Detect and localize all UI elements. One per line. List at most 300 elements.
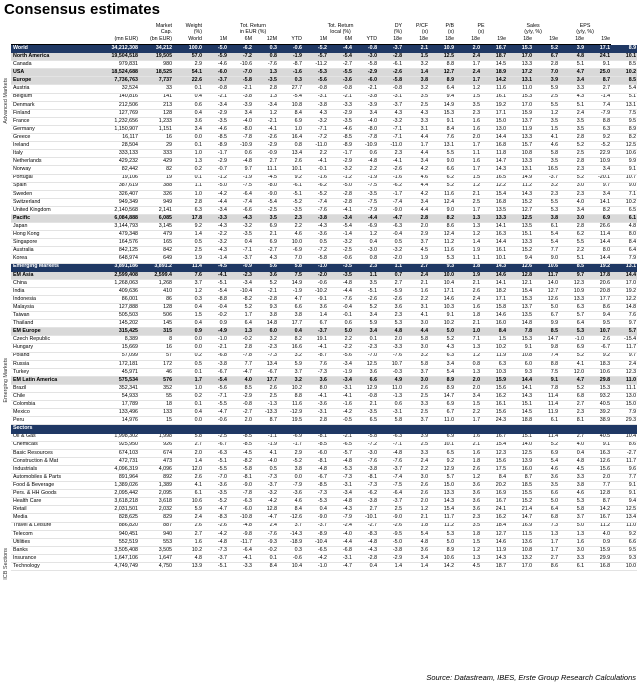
table-row: [11, 198, 638, 206]
table-cell: -4.5: [228, 449, 253, 457]
table-cell: 8.9: [611, 125, 637, 133]
table-cell: 12.2: [481, 182, 507, 190]
table-cell: 2.5: [378, 506, 403, 514]
table-cell: 2.4: [403, 271, 429, 279]
table-cell: 3.6: [353, 368, 378, 376]
table-cell: 2.4: [559, 109, 585, 117]
table-cell: 2.7: [378, 279, 403, 287]
table-cell: 13.3: [507, 158, 533, 166]
table-cell: 6.4: [533, 506, 559, 514]
table-cell: 980: [139, 61, 173, 69]
table-cell: 12.1: [507, 279, 533, 287]
table-cell: -7.1: [228, 247, 253, 255]
table-cell: 2,095: [139, 490, 173, 498]
table-cell: -9.0: [253, 190, 278, 198]
table-cell: 10.6: [611, 150, 637, 158]
table-cell: 14.9: [278, 279, 303, 287]
table-cell: -6.4: [228, 190, 253, 198]
header-tot-return-local: Tot. Return local (%): [327, 23, 354, 36]
table-cell: 979,831: [97, 61, 139, 69]
table-cell: 1,232,656: [97, 117, 139, 125]
table-cell: 9.2: [585, 352, 611, 360]
table-cell: 0.3: [278, 546, 303, 554]
table-row: [11, 514, 638, 522]
table-cell: 6.5: [429, 449, 455, 457]
row-label: Italy: [11, 150, 97, 158]
table-cell: 2.7: [585, 85, 611, 93]
table-row: [11, 393, 638, 401]
table-cell: 16: [139, 344, 173, 352]
table-cell: -8.7: [303, 352, 328, 360]
table-cell: 4.0: [559, 441, 585, 449]
table-cell: 13.5: [481, 206, 507, 214]
table-cell: 505,503: [97, 312, 139, 320]
table-cell: 5.2: [559, 352, 585, 360]
table-cell: 3.4: [353, 328, 378, 336]
table-cell: 7.7: [533, 247, 559, 255]
table-cell: 34,212,308: [97, 45, 139, 53]
table-cell: -13.3: [253, 409, 278, 417]
table-cell: -3.2: [328, 166, 353, 174]
table-cell: -3.7: [378, 101, 403, 109]
table-cell: 1.4: [173, 457, 203, 465]
table-cell: -8.5: [228, 433, 253, 441]
table-row: [11, 554, 638, 562]
table-cell: -6.9: [278, 247, 303, 255]
row-label: Health Care: [11, 498, 97, 506]
table-cell: 4.4: [403, 328, 429, 336]
table-cell: 17,789: [97, 401, 139, 409]
table-cell: -0.6: [303, 279, 328, 287]
table-cell: 7.5: [278, 271, 303, 279]
table-cell: -5.4: [253, 198, 278, 206]
table-cell: 2.7: [353, 506, 378, 514]
table-cell: -7.6: [328, 295, 353, 303]
table-cell: -7.9: [278, 482, 303, 490]
table-row: [11, 279, 638, 287]
table-row: [11, 214, 638, 222]
table-cell: 15.9: [481, 376, 507, 384]
table-cell: 145: [139, 320, 173, 328]
table-cell: -4.9: [203, 328, 228, 336]
table-cell: -7.3: [353, 482, 378, 490]
table-cell: -7.1: [378, 125, 403, 133]
table-cell: 15.6: [481, 384, 507, 392]
table-cell: 576: [139, 376, 173, 384]
table-cell: 19.2: [585, 263, 611, 271]
table-cell: 10.1: [611, 53, 637, 61]
table-cell: 3.7: [403, 368, 429, 376]
table-cell: -3.1: [303, 409, 328, 417]
table-cell: 14.0: [533, 279, 559, 287]
table-cell: 10.6: [429, 554, 455, 562]
table-cell: -3.8: [378, 546, 403, 554]
table-cell: 9.0: [611, 182, 637, 190]
table-cell: -2.9: [228, 393, 253, 401]
table-cell: -6.7: [303, 473, 328, 481]
table-cell: 473: [139, 457, 173, 465]
row-label: Brazil: [11, 384, 97, 392]
header-sub-cell: (mn EUR): [97, 36, 139, 45]
table-cell: 33: [139, 85, 173, 93]
header-sub-cell: 18e: [559, 36, 585, 45]
table-cell: 4.6: [403, 174, 429, 182]
table-cell: 940: [139, 530, 173, 538]
table-cell: 9.1: [611, 490, 637, 498]
table-cell: 172,181: [97, 360, 139, 368]
table-cell: 10.6: [585, 368, 611, 376]
table-cell: 1,233: [139, 117, 173, 125]
table-cell: 12.0: [559, 368, 585, 376]
table-cell: -3.3: [378, 344, 403, 352]
table-cell: 7.5: [533, 368, 559, 376]
table-cell: -4.8: [203, 538, 228, 546]
table-cell: 11.9: [481, 546, 507, 554]
table-row: [11, 538, 638, 546]
table-cell: -6.0: [203, 69, 228, 77]
row-label: USA: [11, 69, 97, 77]
table-cell: 14.9: [507, 174, 533, 182]
page-title: Consensus estimates: [4, 1, 161, 18]
table-cell: -2.8: [253, 295, 278, 303]
table-cell: -1.9: [278, 287, 303, 295]
row-label: China: [11, 279, 97, 287]
table-cell: 8.4: [278, 506, 303, 514]
table-cell: 15.3: [507, 93, 533, 101]
table-cell: 14.5: [507, 409, 533, 417]
table-cell: 5.2: [253, 279, 278, 287]
table-cell: 13.7: [507, 117, 533, 125]
row-label: Automobiles & Parts: [11, 473, 97, 481]
table-cell: 2.6: [173, 522, 203, 530]
table-cell: 6.6: [429, 166, 455, 174]
table-cell: -0.6: [203, 417, 228, 425]
table-cell: 10.2: [278, 384, 303, 392]
table-cell: 1.0: [173, 190, 203, 198]
table-cell: 1.4: [303, 312, 328, 320]
row-label: North America: [11, 53, 97, 61]
row-label: Travel & Leisure: [11, 522, 97, 530]
table-cell: 3.6: [378, 304, 403, 312]
table-cell: 7,736,763: [97, 77, 139, 85]
section-label: Sectors: [11, 425, 637, 433]
table-cell: -5.7: [328, 449, 353, 457]
table-cell: 11.2: [585, 522, 611, 530]
table-cell: 3.4: [429, 360, 455, 368]
table-cell: 3.5: [403, 93, 429, 101]
table-cell: 14.1: [585, 198, 611, 206]
table-cell: -4.5: [253, 174, 278, 182]
table-cell: 8.9: [429, 376, 455, 384]
table-cell: 15.8: [481, 304, 507, 312]
table-cell: 6.8: [533, 514, 559, 522]
table-cell: 1.6: [455, 433, 481, 441]
table-row: [11, 312, 638, 320]
table-cell: 8.4: [611, 239, 637, 247]
table-cell: -7.4: [378, 198, 403, 206]
table-cell: -9.5: [378, 530, 403, 538]
table-cell: 1.6: [455, 117, 481, 125]
table-cell: 4.8: [559, 53, 585, 61]
table-cell: 886,820: [97, 522, 139, 530]
table-cell: -0.7: [203, 166, 228, 174]
table-cell: 3.8: [559, 482, 585, 490]
table-cell: -2.1: [203, 344, 228, 352]
table-cell: -6.2: [353, 490, 378, 498]
table-cell: -1.0: [559, 336, 585, 344]
table-cell: 10.0: [429, 271, 455, 279]
table-cell: 0.6: [328, 320, 353, 328]
header-sub-cell: (bn EUR): [139, 36, 173, 45]
table-cell: 10.0: [611, 563, 637, 571]
table-cell: 8.0: [585, 247, 611, 255]
table-cell: 7.0: [278, 255, 303, 263]
table-cell: 4.8: [378, 328, 403, 336]
table-cell: 15.2: [507, 498, 533, 506]
table-cell: 14.1: [481, 223, 507, 231]
table-cell: -5.8: [228, 465, 253, 473]
row-label: Chile: [11, 393, 97, 401]
table-cell: 3.7: [403, 417, 429, 425]
table-cell: -7.3: [253, 352, 278, 360]
table-cell: 8.6: [585, 304, 611, 312]
table-cell: 3.2: [403, 352, 429, 360]
table-cell: -4.8: [228, 158, 253, 166]
table-cell: -3.5: [353, 190, 378, 198]
table-cell: 5.2: [429, 336, 455, 344]
table-cell: 2.2: [278, 223, 303, 231]
table-cell: 1.7: [533, 538, 559, 546]
table-cell: 5.0: [533, 498, 559, 506]
table-cell: -0.8: [203, 85, 228, 93]
table-cell: -4.1: [328, 206, 353, 214]
row-label: Portugal: [11, 174, 97, 182]
table-cell: 11.4: [533, 401, 559, 409]
table-cell: 8.0: [611, 231, 637, 239]
table-cell: -8.1: [303, 457, 328, 465]
table-row: [11, 150, 638, 158]
table-cell: 4.2: [403, 166, 429, 174]
table-cell: 6.6: [533, 490, 559, 498]
table-cell: 0.3: [278, 77, 303, 85]
table-cell: 5.8: [403, 336, 429, 344]
table-cell: -0.2: [253, 546, 278, 554]
table-cell: 13.4: [278, 150, 303, 158]
table-row: [11, 328, 638, 336]
table-cell: -8.5: [303, 482, 328, 490]
table-cell: 14.4: [481, 134, 507, 142]
table-cell: 2.8: [403, 214, 429, 222]
table-cell: 3.4: [403, 554, 429, 562]
table-cell: 3.0: [403, 320, 429, 328]
table-cell: 15.3: [429, 109, 455, 117]
table-cell: 17.1: [481, 295, 507, 303]
table-cell: 13.7: [507, 304, 533, 312]
row-label: EM Europe: [11, 328, 97, 336]
table-cell: 18: [139, 401, 173, 409]
table-cell: -1.7: [203, 150, 228, 158]
table-cell: 1.8: [455, 312, 481, 320]
table-cell: -0.4: [203, 304, 228, 312]
table-cell: 0.6: [353, 150, 378, 158]
table-cell: -5.5: [203, 401, 228, 409]
table-cell: -5.3: [303, 69, 328, 77]
table-cell: -11.2: [303, 61, 328, 69]
table-cell: 674,103: [97, 449, 139, 457]
table-cell: 1.7: [228, 312, 253, 320]
table-cell: -12.6: [278, 514, 303, 522]
table-cell: 6.9: [253, 239, 278, 247]
row-label: Austria: [11, 85, 97, 93]
table-cell: -8.7: [278, 61, 303, 69]
table-cell: 2.8: [559, 134, 585, 142]
table-cell: 5.8: [278, 263, 303, 271]
table-cell: -4.2: [328, 409, 353, 417]
table-cell: 9.1: [611, 166, 637, 174]
table-cell: 3.2: [403, 61, 429, 69]
table-cell: -7.6: [303, 206, 328, 214]
table-cell: -8.2: [228, 295, 253, 303]
table-cell: -9.3: [253, 538, 278, 546]
table-row: [11, 498, 638, 506]
table-cell: -7.2: [303, 134, 328, 142]
table-cell: 0.4: [173, 304, 203, 312]
table-row: [11, 482, 638, 490]
table-cell: 4.6: [278, 498, 303, 506]
table-cell: 15.3: [507, 45, 533, 53]
table-row: [11, 530, 638, 538]
table-cell: -7.6: [378, 457, 403, 465]
table-cell: 16.4: [278, 134, 303, 142]
table-cell: -8.5: [303, 441, 328, 449]
table-cell: -5.8: [378, 77, 403, 85]
row-label: Japan: [11, 223, 97, 231]
row-label: Industrials: [11, 465, 97, 473]
table-cell: 1.7: [455, 206, 481, 214]
table-cell: 0.6: [378, 401, 403, 409]
side-label-icb: ICB Sections: [2, 548, 9, 580]
table-cell: 17.1: [429, 287, 455, 295]
table-cell: 2.6: [403, 482, 429, 490]
table-cell: 18,525: [139, 69, 173, 77]
table-cell: 5.8: [378, 417, 403, 425]
table-cell: 7.3: [533, 522, 559, 530]
table-cell: 2.1: [403, 45, 429, 53]
table-cell: 429,232: [97, 158, 139, 166]
table-cell: -2.7: [353, 522, 378, 530]
table-cell: 15.9: [585, 546, 611, 554]
table-cell: 16.0: [481, 320, 507, 328]
table-cell: 4.8: [559, 457, 585, 465]
table-cell: 6.3: [585, 125, 611, 133]
table-cell: 0.0: [278, 473, 303, 481]
row-label: Retail: [11, 506, 97, 514]
table-cell: -5.0: [203, 182, 228, 190]
header-sub-cell: 18e: [507, 36, 533, 45]
table-cell: 0.6: [228, 150, 253, 158]
table-cell: -7.1: [303, 125, 328, 133]
table-cell: 4.6: [533, 465, 559, 473]
table-cell: 6,085: [139, 214, 173, 222]
table-cell: 4.3: [378, 109, 403, 117]
table-cell: 10.3: [481, 368, 507, 376]
table-cell: 3.9: [559, 45, 585, 53]
header-sub-cell: 19e: [481, 36, 507, 45]
table-cell: -4.2: [303, 554, 328, 562]
table-cell: 14.6: [481, 312, 507, 320]
table-cell: 2.0: [403, 223, 429, 231]
table-cell: 4.1: [253, 449, 278, 457]
table-cell: 16,117: [97, 134, 139, 142]
table-cell: 2.4: [455, 295, 481, 303]
table-cell: -4.1: [303, 344, 328, 352]
table-cell: 2.5: [455, 198, 481, 206]
table-cell: 1.7: [455, 142, 481, 150]
table-cell: 6.3: [559, 304, 585, 312]
table-cell: -2.1: [253, 117, 278, 125]
table-cell: 14.8: [507, 320, 533, 328]
table-cell: 3.4: [559, 206, 585, 214]
table-cell: 8.2: [429, 214, 455, 222]
table-cell: 7.9: [611, 255, 637, 263]
table-cell: -0.4: [328, 304, 353, 312]
table-cell: 2.4: [611, 360, 637, 368]
table-row: [11, 69, 638, 77]
table-cell: 14.7: [533, 336, 559, 344]
table-cell: 17.7: [585, 295, 611, 303]
table-cell: -3.8: [353, 465, 378, 473]
table-cell: -2.5: [203, 433, 228, 441]
table-cell: 5.2: [353, 304, 378, 312]
table-cell: 2.1: [403, 514, 429, 522]
table-cell: -5.3: [328, 465, 353, 473]
table-cell: 2,095,442: [97, 490, 139, 498]
table-cell: 32,524: [97, 85, 139, 93]
table-cell: 8.5: [559, 263, 585, 271]
table-cell: -4.8: [228, 522, 253, 530]
table-cell: 333: [139, 150, 173, 158]
table-cell: 0.1: [173, 85, 203, 93]
table-cell: -3.9: [228, 101, 253, 109]
table-cell: 7.8: [533, 384, 559, 392]
table-cell: -7.8: [228, 352, 253, 360]
table-cell: 9.2: [278, 174, 303, 182]
table-row: [11, 53, 638, 61]
header-sub-cell: World: [173, 36, 203, 45]
table-cell: 5.6: [253, 263, 278, 271]
table-cell: -2.1: [203, 93, 228, 101]
table-cell: -5.5: [328, 69, 353, 77]
table-cell: 0.1: [173, 401, 203, 409]
table-cell: -7.1: [378, 441, 403, 449]
table-row: [11, 409, 638, 417]
table-cell: 13.1: [507, 166, 533, 174]
table-row: [11, 77, 638, 85]
table-cell: -8.5: [203, 134, 228, 142]
table-cell: 6.9: [585, 214, 611, 222]
table-cell: 8.4: [429, 125, 455, 133]
table-cell: 9.1: [429, 117, 455, 125]
table-cell: 10.4: [429, 279, 455, 287]
table-cell: 13.5: [507, 223, 533, 231]
table-cell: 5.4: [429, 368, 455, 376]
table-cell: -7.8: [228, 490, 253, 498]
table-cell: -3.6: [278, 490, 303, 498]
table-cell: 1.4: [403, 563, 429, 571]
table-cell: -6.5: [328, 441, 353, 449]
table-cell: 2.8: [533, 61, 559, 69]
table-cell: 1,647: [139, 554, 173, 562]
